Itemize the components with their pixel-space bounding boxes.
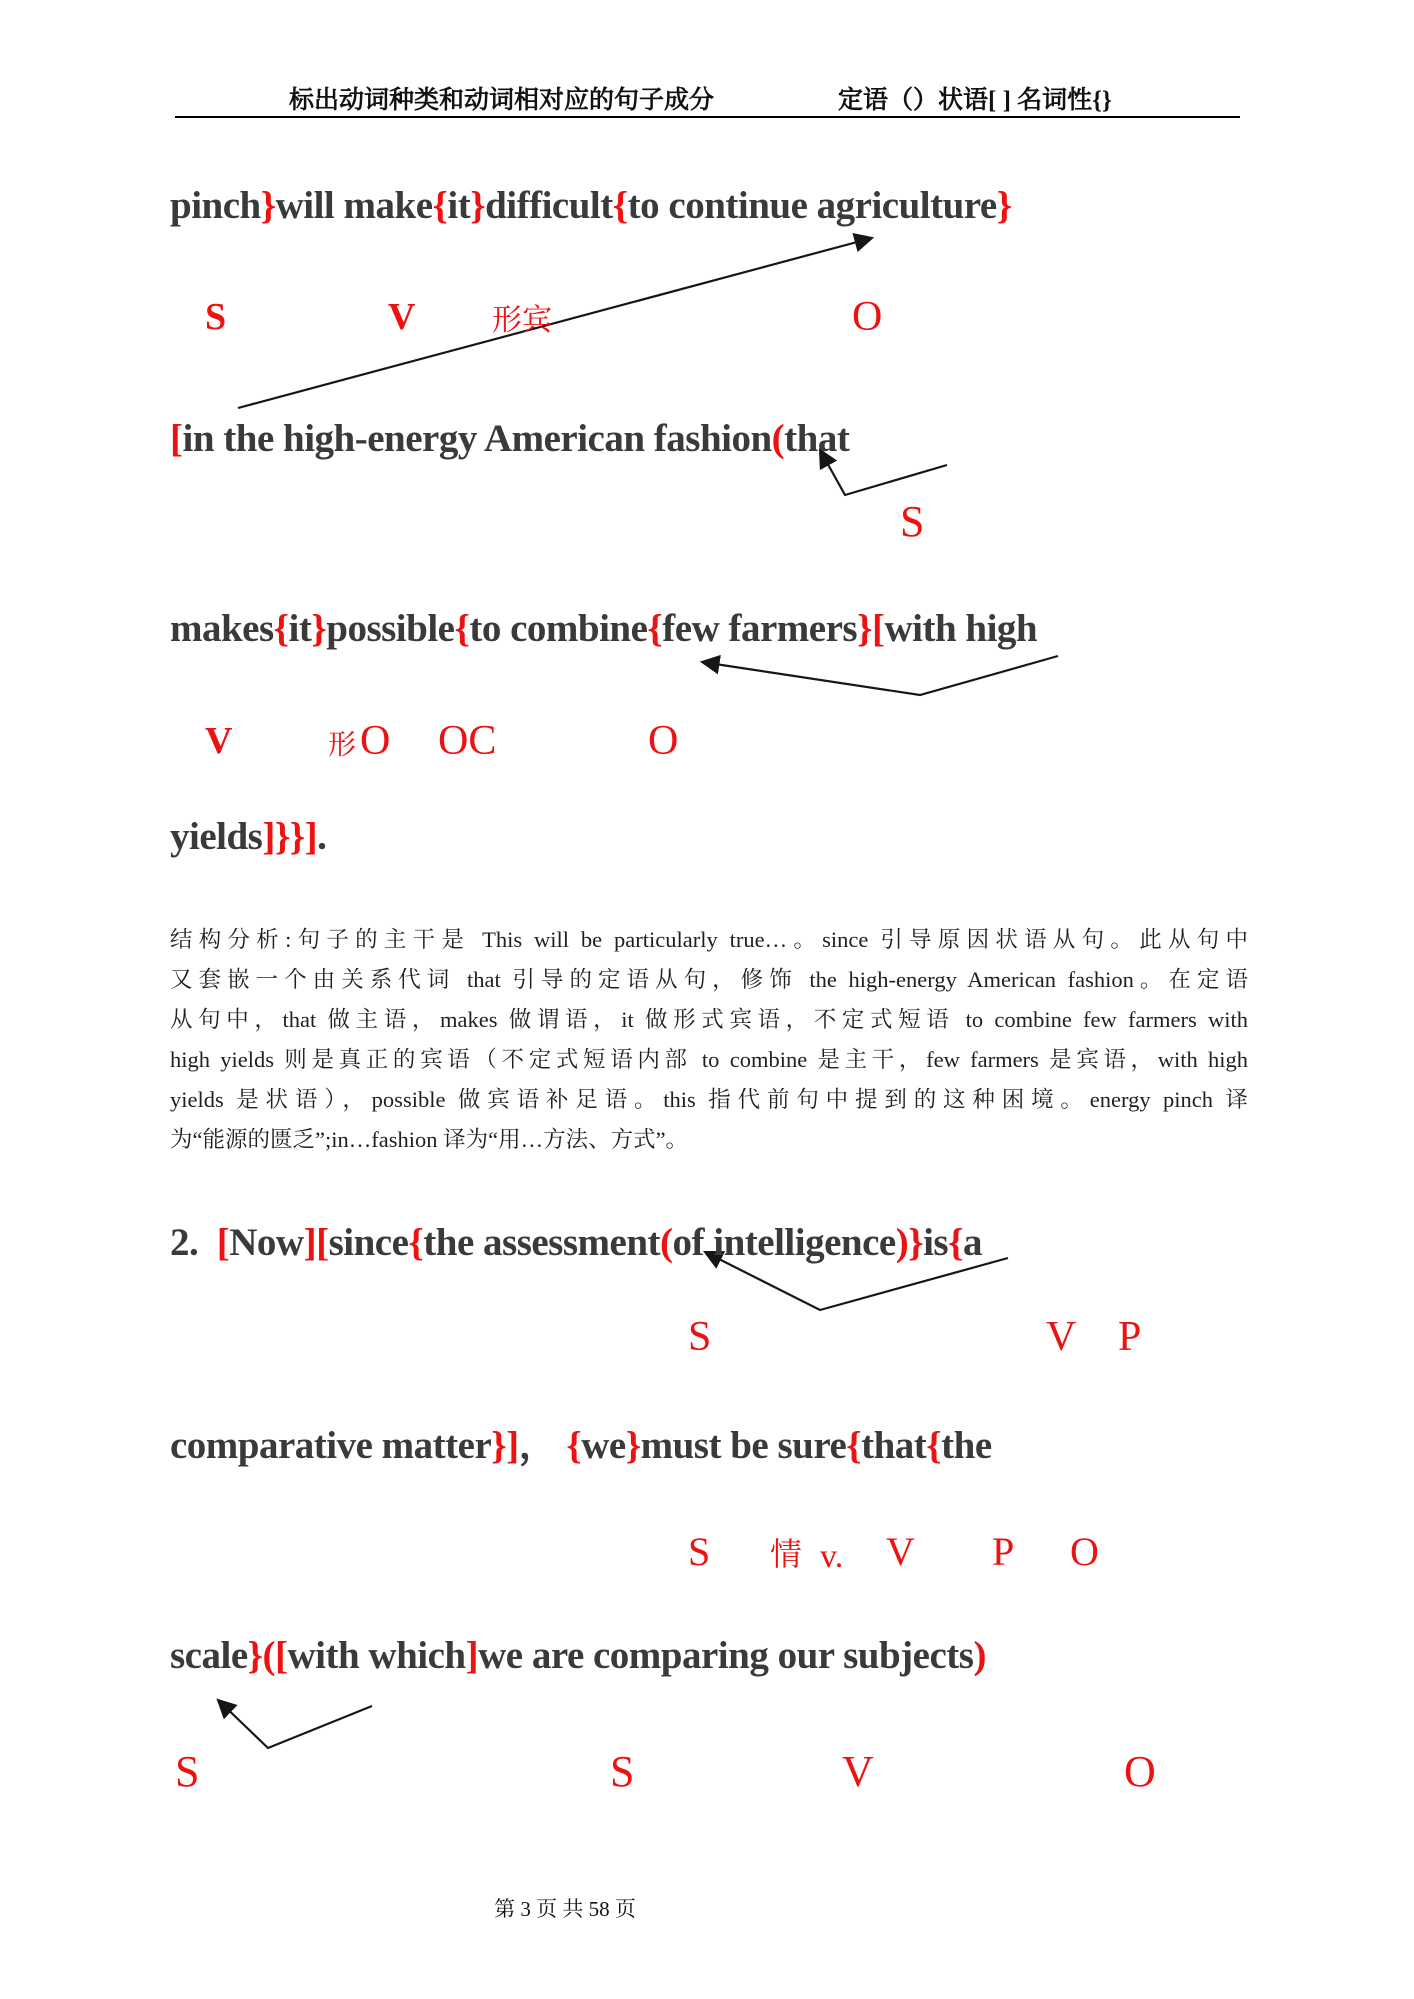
label-verb-3: V [1046, 1314, 1077, 1360]
red-delimiter: { [948, 1221, 963, 1264]
label-object-4: O [1070, 1529, 1099, 1574]
header-rule [175, 116, 1240, 118]
label-object-complement: OC [438, 718, 497, 764]
analysis-paragraph-line: high yields 则是真正的宾语（不定式短语内部 to combine 是主干，few farmers 是宾语，with high [170, 1047, 1248, 1072]
label-subject-4: S [688, 1529, 711, 1574]
sentence-line-5 [170, 1425, 992, 1468]
label-subject-3: S [688, 1314, 712, 1360]
sentence-text: . [317, 815, 327, 858]
sentence-text: of intelligence [672, 1221, 896, 1264]
analysis-paragraph-line: yields 是状语），possible 做宾语补足语。this 指代前句中提到的这种困境。energy pinch 译 [170, 1087, 1248, 1112]
header-legend-right: 定语（）状语[ ] 名词性{} [838, 87, 1112, 114]
sentence-line-2 [170, 418, 849, 461]
analysis-paragraph-line: 结构分析:句子的主干是 This will be particularly true…。since 引导原因状语从句。此从句中 [170, 927, 1248, 952]
sentence-text: to combine [469, 607, 648, 650]
red-delimiter: } [311, 607, 327, 650]
label-verb-2: V [205, 720, 233, 762]
label-modal-v: v. [820, 1538, 844, 1575]
sentence-heading-2 [170, 1222, 982, 1265]
sentence-text: to continue agriculture [627, 184, 997, 227]
red-delimiter: { [926, 1424, 942, 1467]
sentence-text: with which [287, 1634, 466, 1677]
sentence-text: difficult [485, 184, 613, 227]
arrow-with-high-to-combine [702, 656, 1058, 695]
sentence-text: few farmers [662, 607, 858, 650]
red-delimiter: { [273, 607, 289, 650]
sentence-text: in the high-energy American fashion [182, 417, 772, 460]
sentence-text: the assessment [423, 1221, 661, 1264]
sentence-text: is [923, 1221, 949, 1264]
sentence-line-4 [170, 816, 326, 859]
red-delimiter: { [846, 1424, 862, 1467]
label-object-5: O [1124, 1747, 1156, 1796]
arrow-with-which-to-scale [218, 1700, 372, 1748]
arrow-in-fashion-to-continue [238, 238, 872, 408]
header-title-left: 标出动词种类和动词相对应的句子成分 [289, 87, 715, 114]
red-delimiter: ]}}] [262, 815, 318, 858]
sentence-text: possible [326, 607, 455, 650]
red-delimiter: } [260, 184, 276, 227]
analysis-paragraph-line: 为“能源的匮乏”;in…fashion 译为“用…方法、方式”。 [170, 1127, 689, 1152]
analysis-paragraph-line: 又套嵌一个由关系代词 that 引导的定语从句，修饰 the high-energy American fashion。在定语 [170, 967, 1248, 992]
red-delimiter: { [612, 184, 628, 227]
label-object-1: O [852, 294, 883, 340]
sentence-text: pinch [170, 184, 261, 227]
red-delimiter: { [454, 607, 470, 650]
red-delimiter: { [408, 1221, 424, 1264]
red-delimiter: ] [465, 1634, 479, 1677]
sentence-text: yields [170, 815, 263, 858]
red-delimiter: { [647, 607, 663, 650]
analysis-paragraph-line: 从句中，that 做主语，makes 做谓语，it 做形式宾语，不定式短语 to combine few farmers with [170, 1007, 1248, 1032]
red-delimiter: } [996, 184, 1012, 227]
label-xing: 形 [328, 730, 357, 761]
sentence-text: it [288, 607, 312, 650]
label-subject-6: S [610, 1747, 635, 1796]
sentence-text: that [861, 1424, 927, 1467]
sentence-line-1 [170, 185, 1012, 228]
sentence-text: comparative matter [170, 1424, 492, 1467]
sentence-text: must be sure [640, 1424, 847, 1467]
label-subject-5: S [175, 1747, 200, 1796]
label-subject-1: S [205, 296, 227, 338]
sentence-text: will make [275, 184, 433, 227]
sentence-text: a [962, 1221, 982, 1264]
label-predicative-2: P [992, 1529, 1015, 1574]
red-delimiter: }] [491, 1424, 519, 1467]
sentence-text: scale [170, 1634, 248, 1677]
red-delimiter: } [470, 184, 486, 227]
red-delimiter: ( [660, 1221, 673, 1264]
label-predicative-1: P [1118, 1314, 1142, 1360]
structure-analysis-paragraph [170, 920, 1248, 1160]
label-verb-5: V [842, 1747, 874, 1796]
red-delimiter: [ [170, 417, 183, 460]
red-delimiter: ][ [303, 1221, 329, 1264]
sentence-text: with high [884, 607, 1038, 650]
label-qing: 情 [770, 1536, 803, 1572]
red-delimiter: }([ [247, 1634, 288, 1677]
sentence-line-3 [170, 608, 1037, 651]
sentence-text: ， [518, 1424, 567, 1467]
sentence-text: 2. [170, 1221, 217, 1264]
red-delimiter: } [625, 1424, 641, 1467]
red-delimiter: [ [871, 607, 885, 650]
sentence-text: it [447, 184, 471, 227]
sentence-text: we [581, 1424, 626, 1467]
label-subject-that: S [900, 497, 925, 546]
red-delimiter: [ [216, 1221, 230, 1264]
sentence-text: since [328, 1221, 409, 1264]
sentence-text: makes [170, 607, 274, 650]
sentence-text: Now [229, 1221, 304, 1264]
label-xingbin: 形宾 [492, 304, 552, 337]
page-number-footer: 第 3 页 共 58 页 [494, 1897, 636, 1921]
label-verb-1: V [388, 296, 416, 338]
red-delimiter: { [432, 184, 448, 227]
red-delimiter: )} [895, 1221, 924, 1264]
sentence-text: that [784, 417, 850, 460]
red-delimiter: { [566, 1424, 582, 1467]
sentence-text: the [941, 1424, 992, 1467]
red-delimiter: ( [771, 417, 785, 460]
red-delimiter: ) [973, 1634, 986, 1677]
sentence-text: we are comparing our subjects [478, 1634, 974, 1677]
label-object-3: O [648, 718, 679, 764]
red-delimiter: } [857, 607, 872, 650]
label-verb-4: V [886, 1529, 915, 1574]
label-object-2: O [360, 718, 391, 764]
sentence-line-6 [170, 1635, 986, 1678]
